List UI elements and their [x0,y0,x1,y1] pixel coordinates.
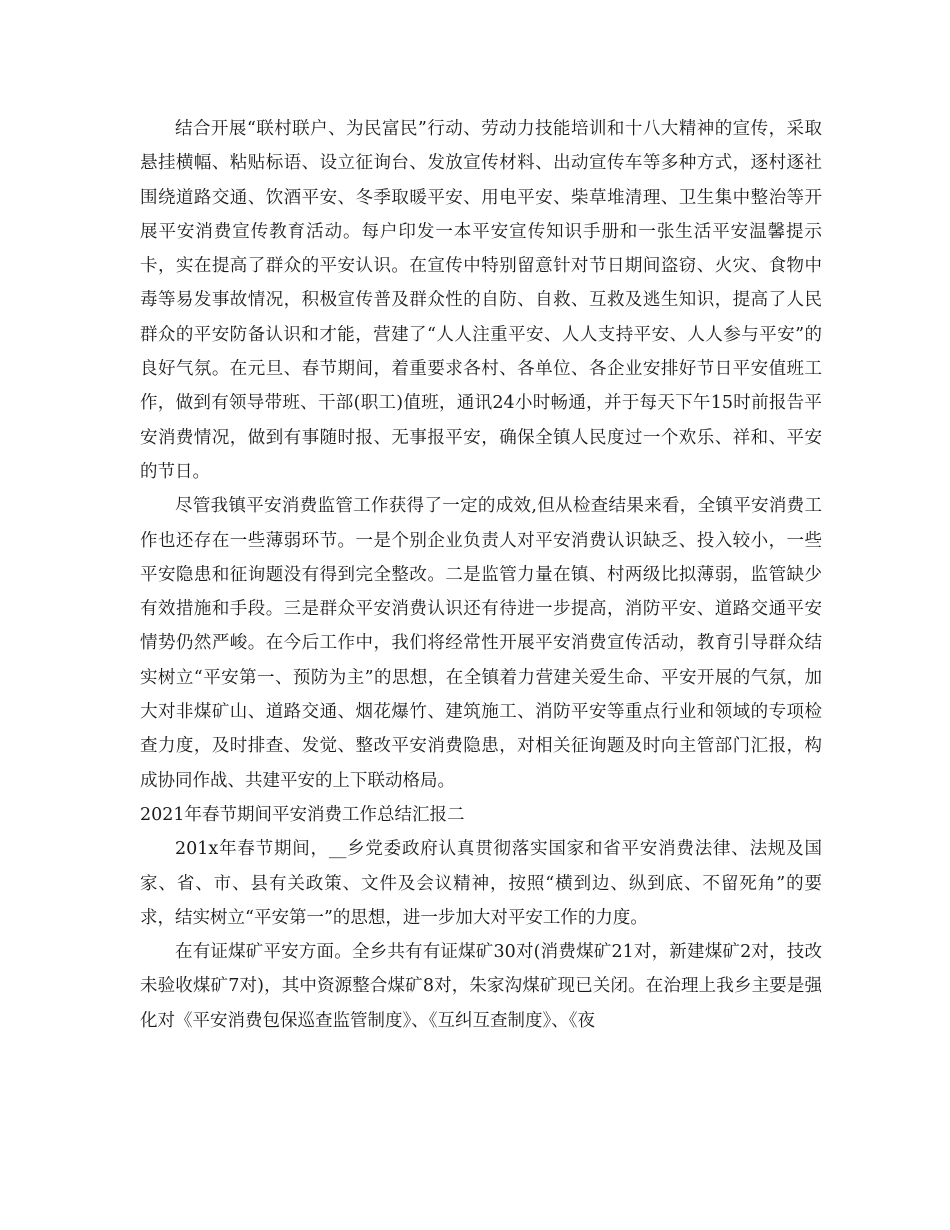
paragraph-coal-mines: 在有证煤矿平安方面。全乡共有有证煤矿30对(消费煤矿21对，新建煤矿2对，技改未验收煤矿7对)，其中资源整合煤矿8对，朱家沟煤矿现已关闭。在治理上我乡主要是强化对《平安消费包保巡查监管制度》、《互纠互查制度》、《夜 [140,942,822,1031]
paragraph-report-intro: 201x年春节期间，__乡党委政府认真贯彻落实国家和省平安消费法律、法规及国家、省、市、县有关政策、文件及会议精神，按照“横到边、纵到底、不留死角”的要求，结实树立“平安第一”的思想，进一步加大对平安工作的力度。 [140,839,822,928]
section-title: 2021年春节期间平安消费工作总结汇报二 [140,804,465,825]
document-page [140,112,822,1038]
paragraph-weaknesses: 尽管我镇平安消费监管工作获得了一定的成效,但从检查结果来看，全镇平安消费工作也还存在一些薄弱环节。一是个别企业负责人对平安消费认识缺乏、投入较小，一些平安隐患和征询题没有得到完全整改。二是监管力量在镇、村两级比拟薄弱，监管缺少有效措施和手段。三是群众平安消费认识还有待进一步提高，消防平安、道路交通平安情势仍然严峻。在今后工作中，我们将经常性开展平安消费宣传活动，教育引导群众结实树立“平安第一、预防为主”的思想，在全镇着力营建关爱生命、平安开展的气氛，加大对非煤矿山、道路交通、烟花爆竹、建筑施工、消防平安等重点行业和领域的专项检查力度，及时排查、发觉、整改平安消费隐患，对相关征询题及时向主管部门汇报，构成协同作战、共建平安的上下联动格局。 [140,496,822,791]
paragraph-safety-publicity: 结合开展“联村联户、为民富民”行动、劳动力技能培训和十八大精神的宣传，采取悬挂横幅、粘贴标语、设立征询台、发放宣传材料、出动宣传车等多种方式，逐村逐社围绕道路交通、饮酒平安、冬季取暖平安、用电平安、柴草堆清理、卫生集中整治等开展平安消费宣传教育活动。每户印发一本平安宣传知识手册和一张生活平安温馨提示卡，实在提高了群众的平安认识。在宣传中特别留意针对节日期间盗窃、火灾、食物中毒等易发事故情况，积极宣传普及群众性的自防、自救、互救及逃生知识，提高了人民群众的平安防备认识和才能，营建了“人人注重平安、人人支持平安、人人参与平安”的良好气氛。在元旦、春节期间，着重要求各村、各单位、各企业安排好节日平安值班工作，做到有领导带班、干部(职工)值班，通讯24小时畅通，并于每天下午15时前报告平安消费情况，做到有事随时报、无事报平安，确保全镇人民度过一个欢乐、祥和、平安的节日。 [140,119,822,482]
